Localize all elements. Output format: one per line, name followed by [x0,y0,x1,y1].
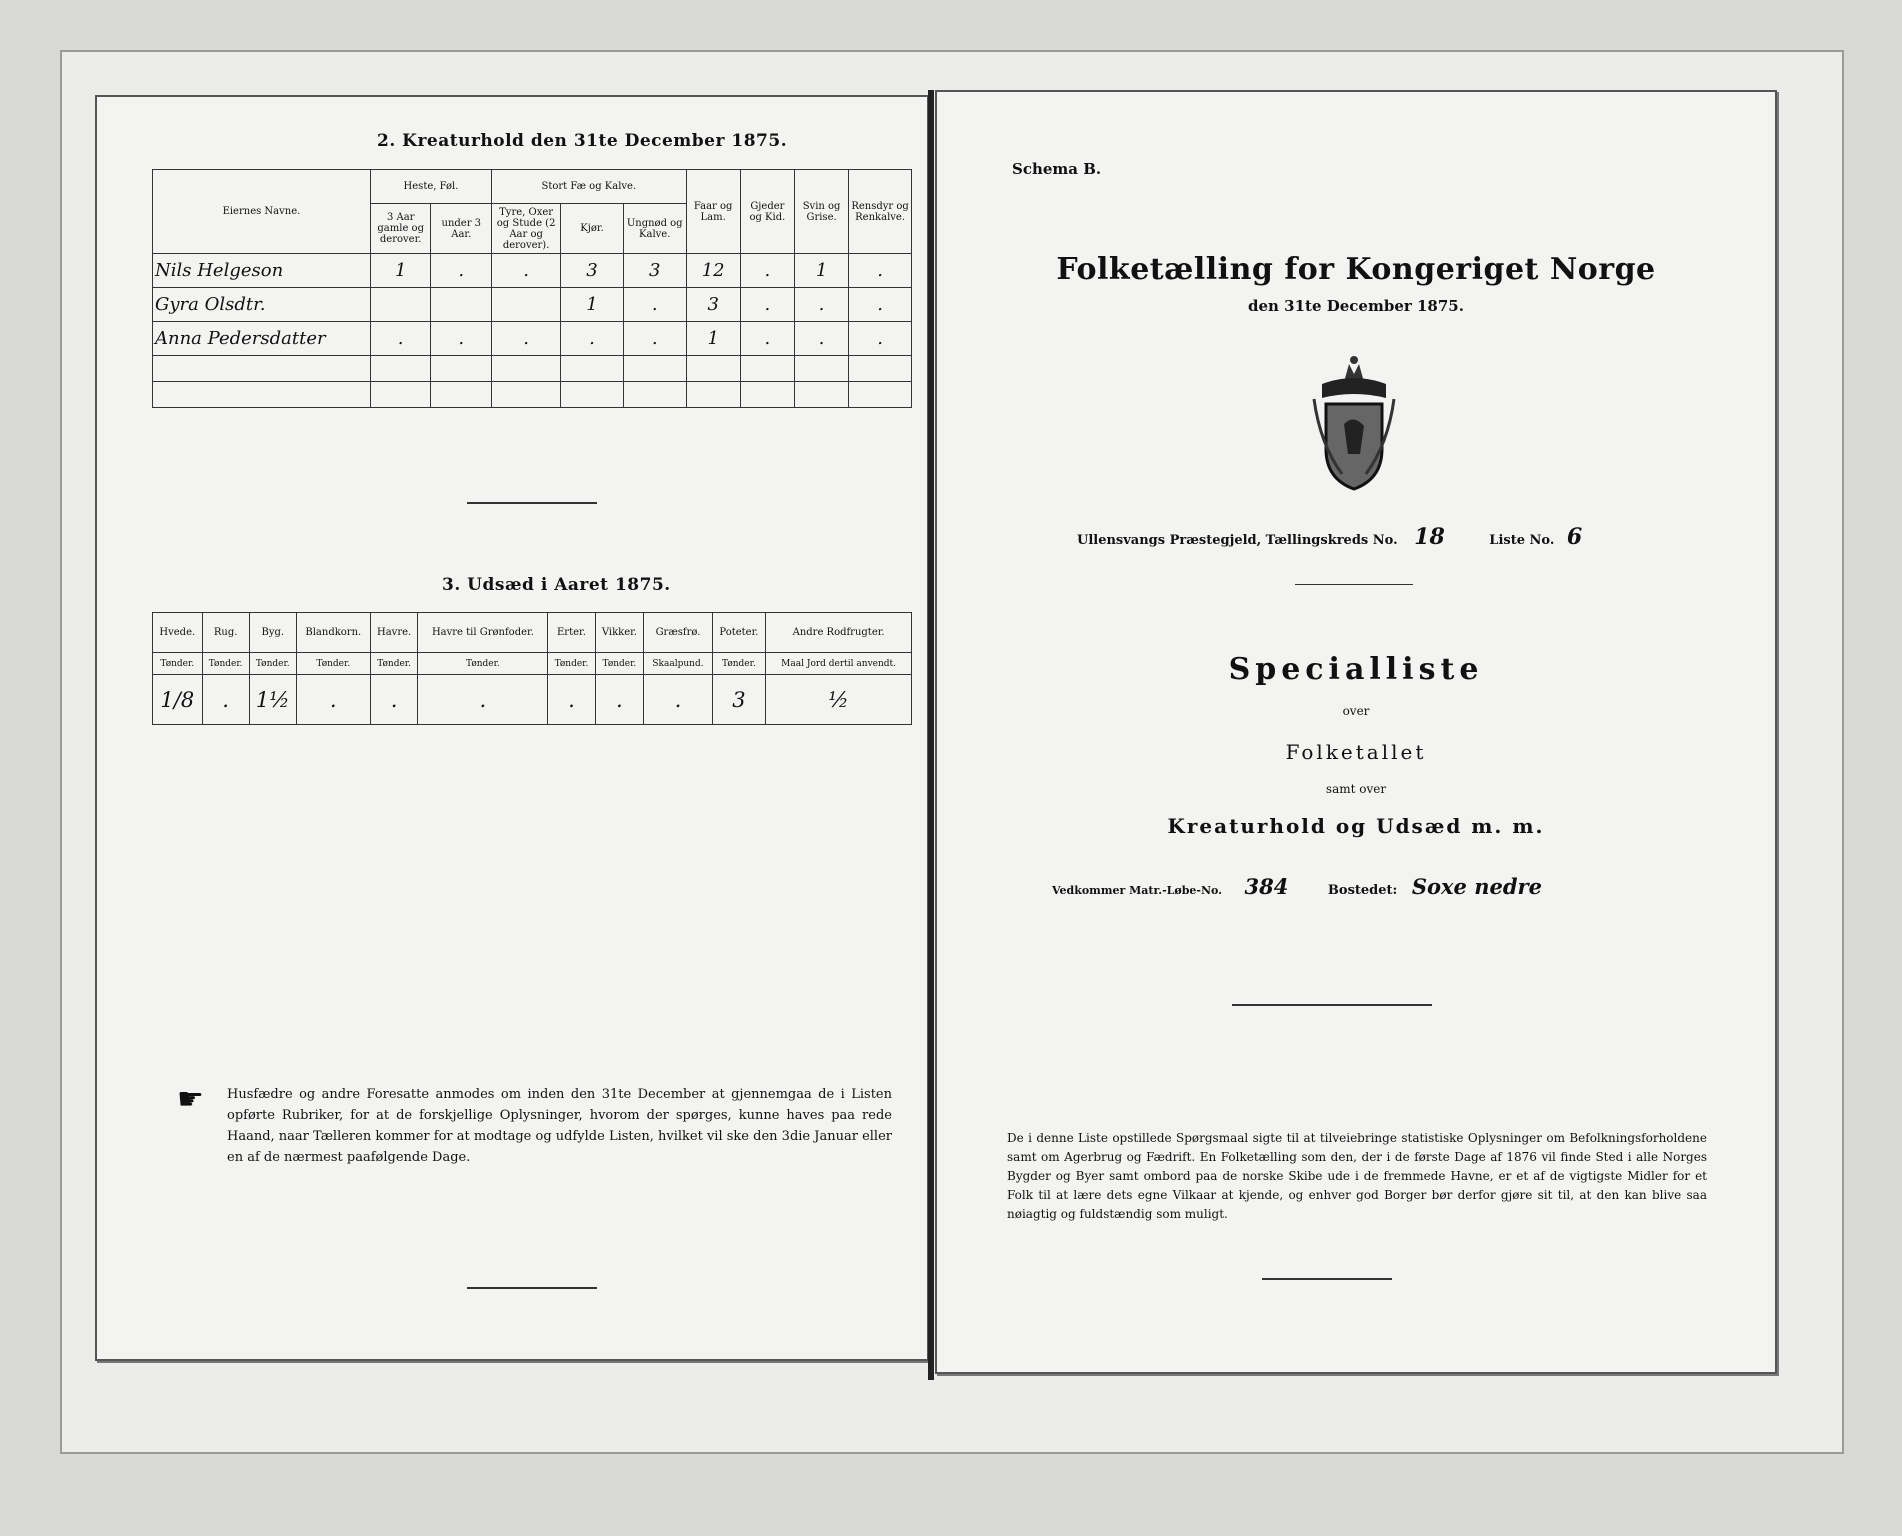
livestock-cell: 3 [686,288,740,322]
seed-unit: Tønder. [548,653,595,675]
livestock-row [153,288,912,322]
bostedet-label: Bostedet: [1327,883,1398,898]
specialliste-heading: Specialliste [1228,652,1484,687]
seed-value: ․ [418,675,548,725]
livestock-row [153,254,912,288]
seed-header: Havre til Grønfoder. [418,613,548,653]
empty-cell [370,382,431,408]
empty-cell [561,382,624,408]
livestock-cell: 1 [794,254,848,288]
livestock-cell: 3 [561,254,624,288]
seed-value: ½ [766,675,912,725]
seed-value: 3 [712,675,766,725]
over-word: over [1342,704,1370,718]
seed-header: Havre. [370,613,418,653]
pointing-hand-icon: ☛ [177,1082,204,1117]
heste-header: Heste, Føl. [370,170,491,204]
seed-header: Rug. [202,613,249,653]
prestegjeld-label: Præstegjeld, [1169,533,1262,548]
empty-cell [153,382,371,408]
kjor-header: Kjør. [561,204,624,254]
livestock-cell: ․ [794,322,848,356]
livestock-cell: ․ [431,254,492,288]
empty-cell [431,356,492,382]
kreds-number: 18 [1414,524,1445,550]
livestock-cell: 1 [370,254,431,288]
left-page [95,95,929,1361]
empty-cell [849,356,912,382]
seed-value: ․ [370,675,418,725]
matr-label: Vedkommer Matr.-Løbe-No. [1052,884,1222,897]
rensdyr-header: Rensdyr og Renkalve. [849,170,912,254]
liste-label: Liste No. [1489,533,1555,548]
empty-cell [686,356,740,382]
seed-header: Hvede. [153,613,203,653]
stortfae-header: Stort Fæ og Kalve. [492,170,687,204]
empty-cell [492,382,561,408]
livestock-row [153,322,912,356]
livestock-cell: 12 [686,254,740,288]
divider [1232,1004,1432,1006]
empty-cell [794,382,848,408]
livestock-cell: ․ [370,322,431,356]
gjeder-header: Gjeder og Kid. [740,170,794,254]
livestock-cell: ․ [431,322,492,356]
empty-cell [623,382,686,408]
ungnod-header: Ungnød og Kalve. [623,204,686,254]
seed-unit: Tønder. [418,653,548,675]
livestock-cell: 1 [561,288,624,322]
heste-over3-header: 3 Aar gamle og derover. [370,204,431,254]
livestock-cell: ․ [492,254,561,288]
tyre-header: Tyre, Oxer og Stude (2 Aar og derover). [492,204,561,254]
main-date: den 31te December 1875. [1248,297,1464,315]
svin-header: Svin og Grise. [794,170,848,254]
divider [1262,1278,1392,1280]
empty-cell [492,356,561,382]
empty-cell [849,382,912,408]
matr-number: 384 [1244,874,1289,899]
livestock-table [152,169,912,408]
livestock-cell: ․ [740,288,794,322]
empty-cell [561,356,624,382]
seed-header: Andre Rodfrugter. [766,613,912,653]
livestock-cell: 1 [686,322,740,356]
divider [467,502,597,504]
divider [1295,584,1413,585]
kreaturhold-heading: Kreaturhold og Udsæd m. m. [1167,814,1545,838]
empty-row [153,356,912,382]
seed-value: ․ [296,675,370,725]
empty-cell [794,356,848,382]
empty-row [153,382,912,408]
seed-header: Byg. [249,613,296,653]
empty-cell [370,356,431,382]
owner-name: Nils Helgeson [153,254,371,288]
livestock-cell [431,288,492,322]
livestock-cell: ․ [849,254,912,288]
folketallet-heading: Folketallet [1285,740,1427,764]
matrikkel-line [1052,874,1542,899]
notice-text: Husfædre og andre Foresatte anmodes om inden den 31te December at gjennemgaa de i Listen opførte Rubriker, for at de forskjellige Oplysninger, hvorom der spørges, kunne haves paa rede Haand, naar Tælleren kommer for at modtage og udfylde Listen, hvilket vil ske den 3die Januar eller en af de nærmest paafølgende Dage. [227,1087,892,1165]
main-title: Folketælling for Kongeriget Norge [1056,252,1656,287]
seed-unit: Tønder. [712,653,766,675]
liste-number: 6 [1566,524,1583,550]
seed-unit: Tønder. [370,653,418,675]
seed-unit: Tønder. [202,653,249,675]
empty-cell [153,356,371,382]
seed-unit: Skaalpund. [644,653,712,675]
livestock-cell [370,288,431,322]
livestock-cell: 3 [623,254,686,288]
seed-unit: Tønder. [595,653,644,675]
seed-header: Vikker. [595,613,644,653]
seed-value: ․ [595,675,644,725]
seed-header: Græsfrø. [644,613,712,653]
seed-header: Blandkorn. [296,613,370,653]
location-line [1077,524,1582,550]
seed-header: Erter. [548,613,595,653]
seed-table [152,612,912,725]
empty-cell [740,382,794,408]
seed-value: ․ [644,675,712,725]
seed-unit: Tønder. [296,653,370,675]
seed-value: 1/8 [153,675,203,725]
seed-value: 1½ [249,675,296,725]
owner-name: Anna Pedersdatter [153,322,371,356]
kreds-label: Tællingskreds No. [1265,533,1398,548]
empty-cell [740,356,794,382]
seed-unit: Tønder. [249,653,296,675]
owner-header: Eiernes Navne. [153,170,371,254]
livestock-cell: ․ [740,254,794,288]
livestock-cell: ․ [794,288,848,322]
empty-cell [431,382,492,408]
livestock-cell: ․ [849,288,912,322]
seed-value: ․ [548,675,595,725]
owner-name: Gyra Olsdtr. [153,288,371,322]
divider [467,1287,597,1289]
seed-unit: Maal Jord dertil anvendt. [766,653,912,675]
livestock-cell: ․ [492,322,561,356]
bostedet-value: Soxe nedre [1411,874,1542,899]
footer-text: De i denne Liste opstillede Spørgsmaal sigte til at tilveiebringe statistiske Oplysninger om Befolkningsforholdene samt om Agerbrug og Fædrift. En Folketælling som den, der i de første Dage af 1876 vil finde Sted i alle Norges Bygder og Byer samt ombord paa de norske Skibe ude i de fremmede Havne, er et af de vigtigste Midler for et Folk til at lære dets egne Vilkaar at kjende, og enhver god Borger bør derfor gjøre sit til, at den kan blive saa nøiagtig og fuldstændig som muligt. [1007,1131,1707,1221]
section3-title: 3. Udsæd i Aaret 1875. [442,575,671,595]
livestock-cell: ․ [849,322,912,356]
samt-over-word: samt over [1325,782,1387,796]
seed-header: Poteter. [712,613,766,653]
seed-value: ․ [202,675,249,725]
livestock-cell: ․ [623,322,686,356]
seed-unit: Tønder. [153,653,203,675]
livestock-cell: ․ [561,322,624,356]
empty-cell [623,356,686,382]
empty-cell [686,382,740,408]
livestock-cell: ․ [623,288,686,322]
right-page [935,90,1777,1374]
book-spine [928,90,934,1380]
livestock-cell [492,288,561,322]
faar-header: Faar og Lam. [686,170,740,254]
livestock-cell: ․ [740,322,794,356]
coat-of-arms-icon [1304,354,1404,494]
heste-under3-header: under 3 Aar. [431,204,492,254]
schema-label: Schema B. [1012,160,1102,178]
section2-title: 2. Kreaturhold den 31te December 1875. [377,131,788,151]
prestegjeld-value: Ullensvangs [1077,533,1166,548]
